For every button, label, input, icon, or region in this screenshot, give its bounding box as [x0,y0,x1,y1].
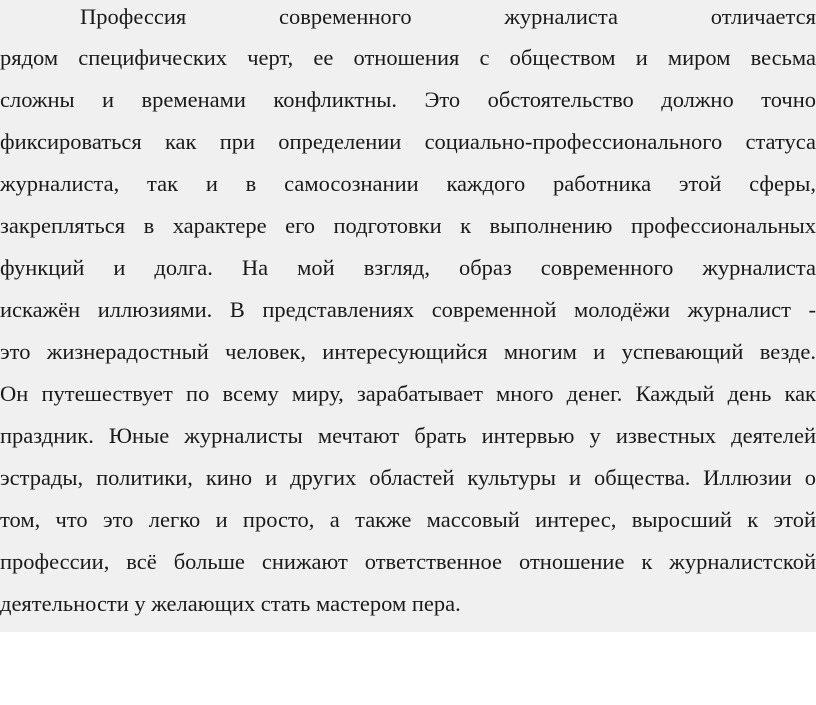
paragraph-line-10: Он путешествует по всему миру, зарабатывает много денег. Каждый день как [0,381,816,406]
paragraph-line-12: эстрады, политики, кино и других областей культуры и общества. Иллюзии о [0,465,816,490]
paragraph-line-9: это жизнерадостный человек, интересующийся многим и успевающий везде. [0,339,816,364]
paragraph-line-2: рядом специфических черт, ее отношения с обществом и миром весьма [0,45,816,70]
paragraph-line-15: деятельности у желающих стать мастером пера. [0,591,461,616]
paragraph-line-4: фиксироваться как при определении социально-профессионального статуса [0,129,816,154]
paragraph-line-8: искажён иллюзиями. В представлениях современной молодёжи журналист - [0,297,816,322]
paragraph-line-5: журналиста, так и в самосознании каждого работника этой сферы, [0,171,816,196]
paragraph-line-3: сложны и временами конфликтны. Это обстоятельство должно точно [0,87,816,112]
paragraph-line-11: праздник. Юные журналисты мечтают брать интервью у известных деятелей [0,423,816,448]
paragraph-line-6: закрепляться в характере его подготовки к выполнению профессиональных [0,213,816,238]
paragraph-line-13: том, что это легко и просто, а также массовый интерес, выросший к этой [0,507,816,532]
paragraph-line-7: функций и долга. На мой взгляд, образ современного журналиста [0,255,816,280]
paragraph-line-1: Профессия современного журналиста отличается [80,4,816,29]
paragraph-line-14: профессии, всё больше снижают ответственное отношение к журналистской [0,549,816,574]
